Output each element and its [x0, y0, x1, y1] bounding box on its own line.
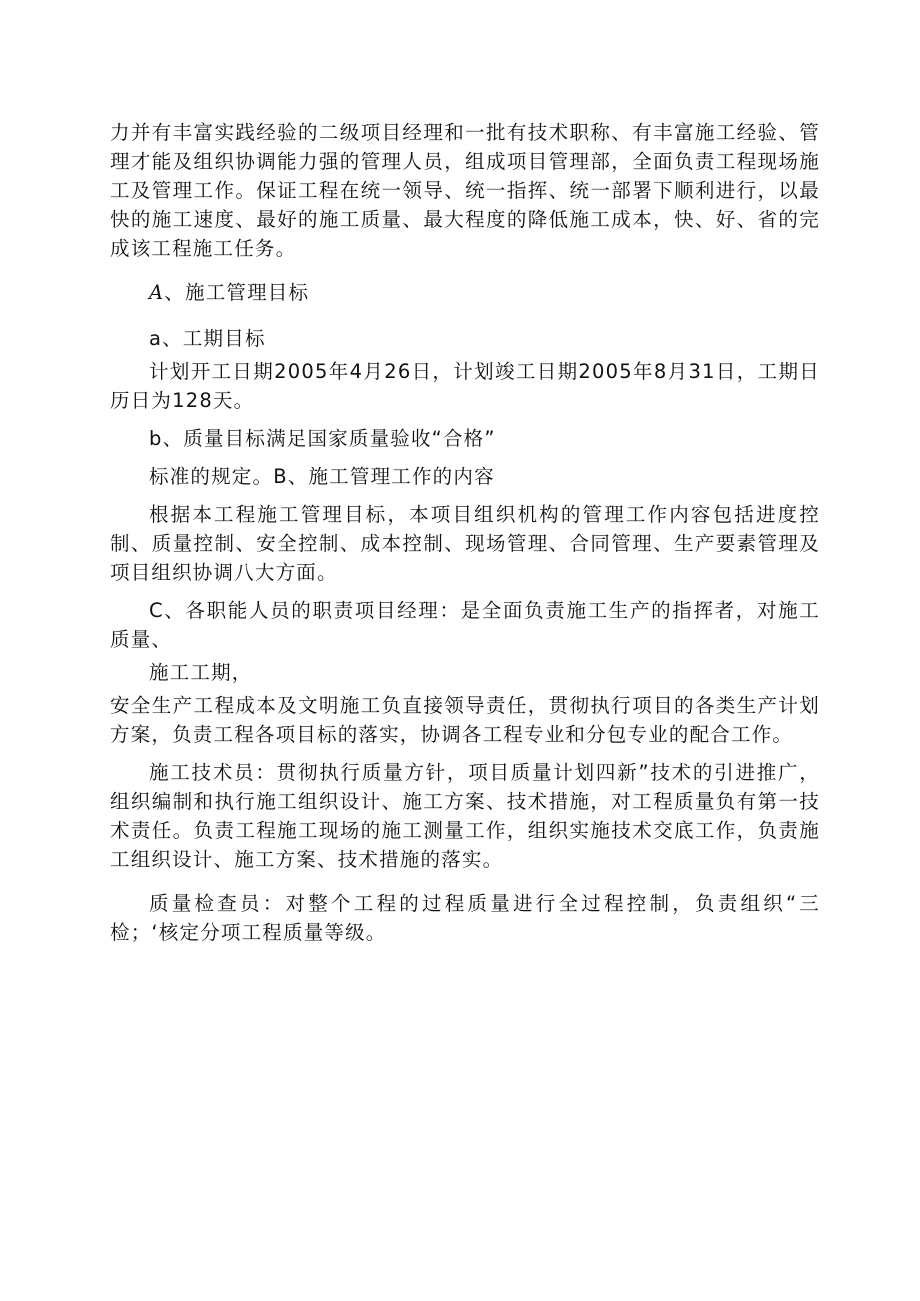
heading-management-goals: A、施工管理目标 [149, 281, 310, 304]
document-page [110, 118, 820, 947]
heading-work-content: 标准的规定。B、施工管理工作的内容 [149, 465, 495, 488]
paragraph-technician: 施工技术员：贯彻执行质量方针，项目质量计划四新”技术的引进推广，组织编制和执行施工组织设计、施工方案、技术措施，对工程质量负有第一技术责任。负责工程施工现场的施工测量工作，组织实施技术交底工作，负责施工组织设计、施工方案、技术措施的落实。 [110, 761, 820, 871]
heading-management-goals-text: 、施工管理目标 [164, 281, 310, 304]
heading-schedule-goal: a、工期目标 [149, 327, 266, 350]
paragraph-schedule-dates: 计划开工日期2005年4月26日，计划竣工日期2005年8月31日，工期日历日为128天。 [110, 360, 820, 412]
paragraph-construction-period: 施工工期， [149, 661, 253, 684]
paragraph-work-content: 根据本工程施工管理目标，本项目组织机构的管理工作内容包括进度控制、质量控制、安全控制、成本控制、现场管理、合同管理、生产要素管理及项目组织协调八大方面。 [110, 503, 820, 584]
heading-quality-goal: b、质量目标满足国家质量验收“合格” [149, 427, 496, 450]
paragraph-project-manager: 安全生产工程成本及文明施工负直接领导责任，贯彻执行项目的各类生产计划方案，负责工程各项目标的落实，协调各工程专业和分包专业的配合工作。 [110, 694, 820, 746]
paragraph-quality-inspector: 质量检查员：对整个工程的过程质量进行全过程控制，负责组织“三检；‘核定分项工程质量等级。 [110, 892, 820, 944]
heading-responsibilities: C、各职能人员的职责项目经理：是全面负责施工生产的指挥者，对施工质量、 [110, 599, 820, 651]
paragraph-project-team: 力并有丰富实践经验的二级项目经理和一批有技术职称、有丰富施工经验、管理才能及组织协调能力强的管理人员，组成项目管理部，全面负责工程现场施工及管理工作。保证工程在统一领导、统一指挥、统一部署下顺利进行，以最快的施工速度、最好的施工质量、最大程度的降低施工成本，快、好、省的完成该工程施工任务。 [110, 121, 820, 260]
